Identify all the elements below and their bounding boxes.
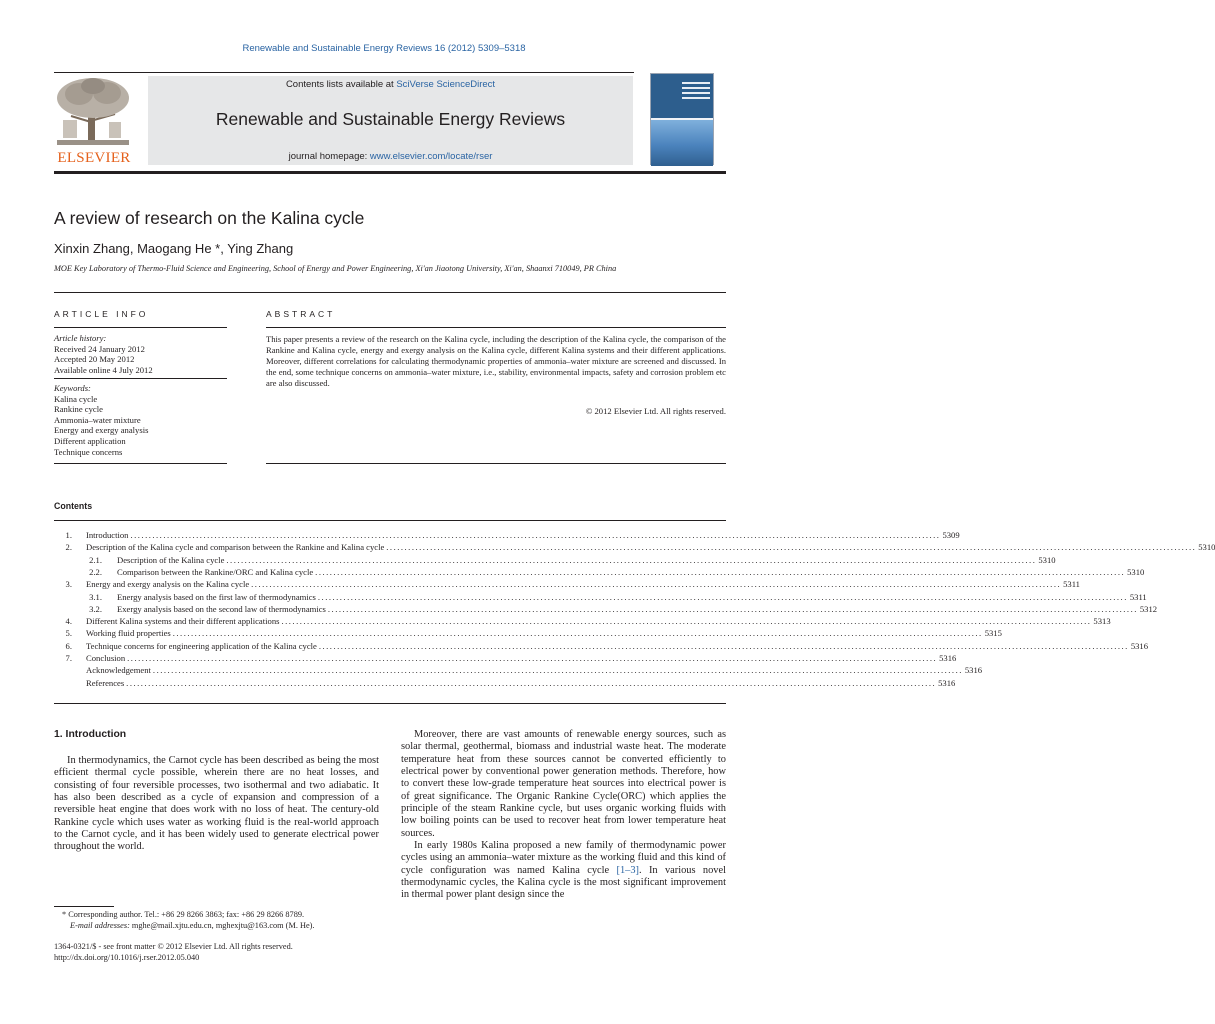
intro-text: . In various novel thermodynamic cycles, the Kalina cycle is the most significant improvement in thermal power plant design since the [401, 864, 726, 901]
cover-title-lines [682, 82, 710, 104]
toc-title: References [86, 677, 125, 688]
toc-number: 3.1. [89, 591, 102, 602]
toc-title: Conclusion [86, 653, 126, 663]
toc-page: 5313 [1093, 616, 1111, 627]
cover-header [651, 74, 713, 118]
article-title: A review of research on the Kalina cycle [54, 208, 365, 228]
toc-entry[interactable] [54, 652, 957, 664]
toc-page: 5311 [1063, 579, 1080, 590]
toc-entry[interactable] [54, 615, 1111, 627]
toc-leader-dots: .............................................................................................................................................................................................................................. [127, 653, 938, 663]
introduction-left-column [54, 755, 379, 854]
toc-title: Introduction [86, 530, 129, 540]
toc-title: Energy analysis based on the first law of thermodynamics [117, 591, 316, 602]
toc-leader-dots: .............................................................................................................................................................................................................................. [315, 566, 1126, 577]
journal-cover-thumbnail [650, 73, 714, 165]
toc-number: 2. [65, 542, 72, 553]
masthead-rule [54, 171, 726, 174]
toc-title: Description of the Kalina cycle [117, 554, 225, 565]
toc-entry[interactable] [54, 603, 1158, 615]
toc-title: Energy and exergy analysis on the Kalina cycle [86, 579, 250, 590]
toc-page: 5310 [1038, 554, 1056, 565]
toc-number: 1. [65, 530, 72, 540]
journal-homepage-line [148, 151, 633, 162]
cover-image [651, 120, 713, 166]
toc-leader-dots: .............................................................................................................................................................................................................................. [251, 579, 1062, 590]
homepage-prefix: journal homepage: [288, 151, 370, 162]
toc-title: Comparison between the Rankine/ORC and Kalina cycle [117, 566, 314, 577]
toc-number [54, 677, 72, 689]
keyword: Different application [54, 435, 126, 446]
toc-page: 5315 [984, 628, 1002, 639]
journal-citation[interactable]: Renewable and Sustainable Energy Reviews 16 (2012) 5309–5318 [242, 43, 526, 54]
introduction-right-column [401, 729, 726, 902]
sciencedirect-link[interactable]: SciVerse ScienceDirect [396, 79, 496, 90]
toc-page: 5316 [939, 653, 957, 663]
toc-leader-dots: .............................................................................................................................................................................................................................. [172, 628, 983, 639]
email-addresses[interactable]: mghe@mail.xjtu.edu.cn, mghexjtu@163.com (M. He). [129, 921, 315, 930]
toc-page: 5310 [1198, 542, 1215, 553]
keywords-block [54, 383, 148, 457]
copyright-notice: © 2012 Elsevier Ltd. All rights reserved. [585, 406, 726, 416]
intro-paragraph: In thermodynamics, the Carnot cycle has been described as being the most efficient thermal cycle possible, wherein there are no heat losses, and consisting of four reversible processes, two isothermal and two adiabatic. It has also been described as a cycle of expansion and compression of a reversible heat engine that does work with no loss of heat. The century-old Rankine cycle which uses water as working fluid is the real-world approach to the Carnot cycle, and it has been widely used to generate electrical power throughout the world. [54, 755, 379, 853]
toc-number: 4. [65, 616, 72, 627]
toc-entry[interactable] [54, 554, 1056, 566]
contents-bottom-rule [54, 703, 726, 704]
issn-line: 1364-0321/$ - see front matter © 2012 Elsevier Ltd. All rights reserved. [54, 942, 293, 951]
history-online: Available online 4 July 2012 [54, 364, 153, 375]
doi-link[interactable]: http://dx.doi.org/10.1016/j.rser.2012.05.040 [54, 953, 200, 962]
toc-entry[interactable] [54, 541, 1215, 553]
toc-leader-dots: .............................................................................................................................................................................................................................. [317, 591, 1128, 602]
keywords-label: Keywords: [54, 383, 91, 393]
keyword: Energy and exergy analysis [54, 425, 149, 436]
keywords-rule [54, 463, 227, 464]
toc-page: 5309 [942, 530, 960, 540]
abstract-heading: ABSTRACT [266, 309, 336, 319]
article-history [54, 333, 153, 375]
toc-number: 5. [65, 628, 72, 639]
email-label: E-mail addresses: [70, 921, 130, 930]
journal-masthead [148, 76, 633, 165]
toc-page: 5316 [938, 677, 956, 688]
toc-leader-dots: .............................................................................................................................................................................................................................. [281, 616, 1092, 627]
keyword: Technique concerns [54, 446, 123, 457]
abstract-rule [266, 327, 726, 328]
toc-leader-dots: .............................................................................................................................................................................................................................. [226, 554, 1037, 565]
contents-prefix: Contents lists available at [285, 79, 397, 90]
history-received: Received 24 January 2012 [54, 343, 145, 354]
toc-entry[interactable] [54, 627, 1002, 639]
contents-heading: Contents [54, 501, 93, 511]
toc-page: 5316 [964, 665, 983, 676]
toc-title: Different Kalina systems and their different applications [86, 616, 280, 627]
toc-leader-dots: .............................................................................................................................................................................................................................. [386, 542, 1197, 553]
affiliation-rule [54, 292, 726, 293]
toc-entry[interactable] [54, 591, 1147, 603]
toc-page: 5312 [1139, 603, 1158, 614]
toc-number: 2.1. [89, 554, 102, 565]
toc-entry[interactable] [54, 677, 956, 689]
history-rule [54, 378, 227, 379]
email-note [70, 920, 315, 931]
toc-number: 2.2. [89, 566, 102, 577]
toc-title: Technique concerns for engineering application of the Kalina cycle [86, 640, 317, 651]
elsevier-wordmark: ELSEVIER [57, 150, 131, 166]
contents-top-rule [54, 520, 726, 521]
toc-leader-dots: .............................................................................................................................................................................................................................. [152, 665, 963, 676]
toc-number: 3.2. [89, 603, 102, 614]
toc-leader-dots: .............................................................................................................................................................................................................................. [126, 677, 937, 688]
history-accepted: Accepted 20 May 2012 [54, 354, 135, 365]
header-rule [54, 72, 634, 73]
history-label: Article history: [54, 333, 107, 343]
contents-available-line [148, 79, 633, 90]
abstract-bottom-rule [266, 463, 726, 464]
toc-leader-dots: .............................................................................................................................................................................................................................. [130, 530, 941, 540]
toc-entry[interactable] [54, 529, 960, 541]
journal-title: Renewable and Sustainable Energy Reviews [215, 109, 566, 129]
keyword: Kalina cycle [54, 393, 98, 404]
homepage-link[interactable]: www.elsevier.com/locate/rser [369, 151, 493, 162]
article-authors: Xinxin Zhang, Maogang He *, Ying Zhang [54, 241, 294, 256]
author-affiliation: MOE Key Laboratory of Thermo-Fluid Science and Engineering, School of Energy and Power Engineering, Xi'an Jiaotong University, Xi'an, Shaanxi 710049, PR China [54, 264, 617, 273]
toc-entry[interactable] [54, 566, 1145, 578]
keyword: Ammonia–water mixture [54, 414, 141, 425]
intro-paragraph [401, 840, 726, 902]
intro-paragraph: Moreover, there are vast amounts of renewable energy sources, such as solar thermal, geothermal, biomass and industrial waste heat. The moderate temperature heat from these sources cannot be converted efficiently to electrical power by conventional power generation methods. Therefore, how to convert these low-grade temperature heat sources into electrical power is of great significance. The Organic Rankine Cycle(ORC) which applies the principle of the steam Rankine cycle, but uses organic working fluids with low boiling points can be used to recover heat from lower temperature heat sources. [401, 729, 726, 839]
toc-title: Exergy analysis based on the second law of thermodynamics [117, 603, 326, 614]
toc-entry[interactable] [54, 664, 983, 676]
toc-title: Working fluid properties [86, 628, 171, 639]
toc-entry[interactable] [54, 640, 1148, 652]
toc-number: 7. [65, 653, 72, 663]
toc-number: 6. [65, 640, 72, 651]
keyword: Rankine cycle [54, 404, 103, 415]
toc-page: 5311 [1129, 591, 1147, 602]
corresponding-author-note: * Corresponding author. Tel.: +86 29 8266 3863; fax: +86 29 8266 8789. [62, 910, 305, 919]
toc-number: 3. [65, 579, 72, 590]
article-info-heading: ARTICLE INFO [54, 309, 149, 319]
toc-leader-dots: .............................................................................................................................................................................................................................. [327, 603, 1138, 614]
toc-leader-dots: .............................................................................................................................................................................................................................. [318, 640, 1129, 651]
toc-entry[interactable] [54, 578, 1080, 590]
toc-page: 5310 [1127, 566, 1145, 577]
toc-title: Acknowledgement [86, 665, 151, 676]
introduction-heading: 1. Introduction [54, 729, 127, 740]
intro-text: In early 1980s Kalina proposed a new family of thermodynamic power cycles using an ammonia–water mixture as the working fluid and this kind of cycle configuration was named Kalina cycle [401, 840, 726, 876]
abstract-text: This paper presents a review of the research on the Kalina cycle, including the description of the Kalina cycle, the comparison of the Rankine and Kalina cycle, energy and exergy analysis on the Kalina cycle, different Kalina systems and their different applications. Moreover, different correlations for calculating thermodynamic properties of ammonia–water mixture are screened and discussed. In the end, some technique concerns on ammonia–water mixture, i.e., stability, environmental impacts, safety and corrosion problem etc are also discussed. [266, 334, 726, 388]
toc-page: 5316 [1130, 640, 1148, 651]
article-info-rule [54, 327, 227, 328]
toc-number [54, 664, 72, 676]
reference-link[interactable]: [1–3] [616, 864, 639, 876]
toc-title: Description of the Kalina cycle and comparison between the Rankine and Kalina cycle [86, 542, 385, 553]
footnote-rule [54, 906, 114, 907]
